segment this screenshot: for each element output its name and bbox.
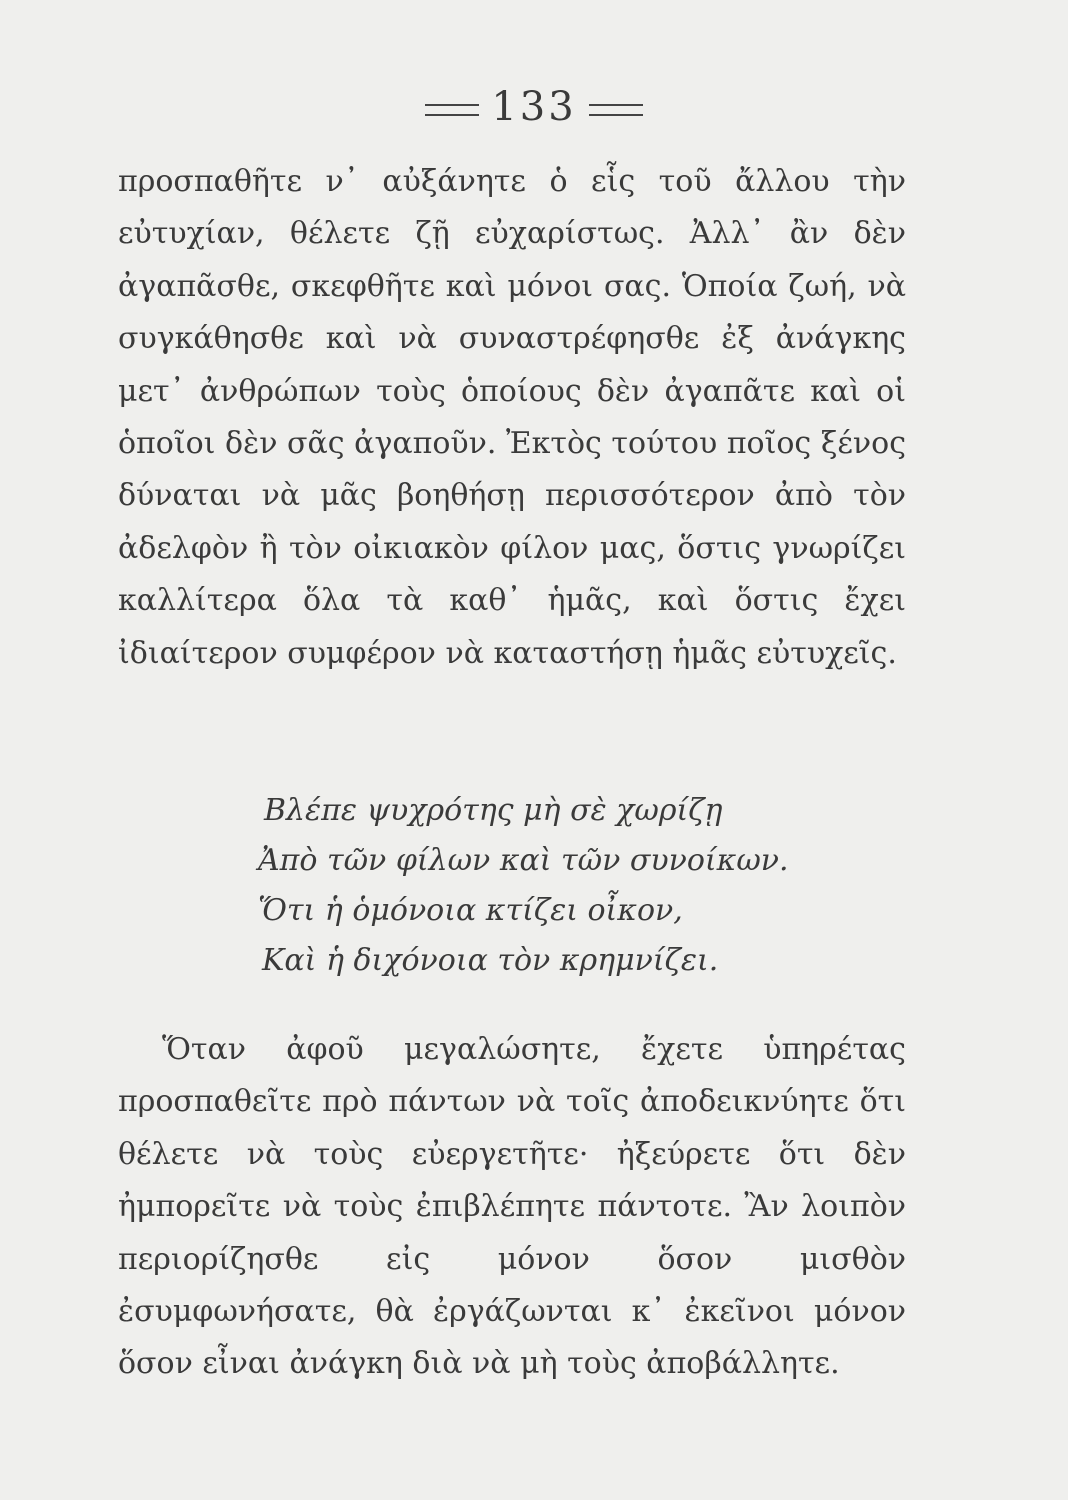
poem-line: Ἀπὸ τῶν φίλων καὶ τῶν συνοίκων. bbox=[258, 843, 789, 878]
paragraph-1: προσπαθῆτε ν᾽ αὐξάνητε ὁ εἷς τοῦ ἄλλου τὴν εὐτυχίαν, θέλετε ζῇ εὐχαρίστως. Ἀλλ᾽ ἂν δὲν ἀγαπᾶσθε, σκεφθῆτε καὶ μόνοι σας. Ὁποία ζωή, νὰ συγκάθησθε καὶ νὰ συναστρέφησθε ἐξ ἀνάγκης μετ᾽ ἀνθρώπων τοὺς ὁποίους δὲν ἀγαπᾶτε καὶ οἱ ὁποῖοι δὲν σᾶς ἀγαποῦν. Ἐκτὸς τούτου ποῖος ξένος δύναται νὰ μᾶς βοηθήσῃ περισσότερον ἀπὸ τὸν ἀδελφὸν ἢ τὸν οἰκιακὸν φίλον μας, ὅστις γνωρίζει καλλίτερα ὅλα τὰ καθ᾽ ἡμᾶς, καὶ ὅστις ἔχει ἰδιαίτερον συμφέρον νὰ καταστήσῃ ἡμᾶς εὐτυχεῖς. bbox=[118, 164, 906, 671]
header-rule-right bbox=[589, 104, 643, 116]
poem-stanza bbox=[0, 786, 1068, 986]
paragraph-2-text: Ὅταν ἀφοῦ μεγαλώσητε, ἔχετε ὑπηρέτας προσπαθεῖτε πρὸ πάντων νὰ τοῖς ἀποδεικνύητε ὅτι θέλετε νὰ τοὺς εὐεργετῆτε· ἠξεύρετε ὅτι δὲν ἠμπορεῖτε νὰ τοὺς ἐπιβλέπητε πάντοτε. Ἂν λοιπὸν περιορίζησθε εἰς μόνον ὅσον μισθὸν ἐσυμφωνήσατε, θὰ ἐργάζωνται κ᾽ ἐκεῖνοι μόνον ὅσον εἶναι ἀνάγκη διὰ νὰ μὴ τοὺς ἀποβάλλητε. bbox=[118, 1032, 906, 1382]
paragraph-2 bbox=[118, 1024, 906, 1391]
poem-line: Βλέπε ψυχρότης μὴ σὲ χωρίζῃ bbox=[264, 793, 723, 828]
header-rule-left bbox=[425, 104, 479, 116]
poem-line: Καὶ ἡ διχόνοια τὸν κρημνίζει. bbox=[262, 943, 719, 978]
page-header bbox=[0, 84, 1068, 130]
poem-line: Ὅτι ἡ ὁμόνοια κτίζει οἶκον, bbox=[258, 893, 683, 928]
page-number: 133 bbox=[491, 84, 577, 130]
